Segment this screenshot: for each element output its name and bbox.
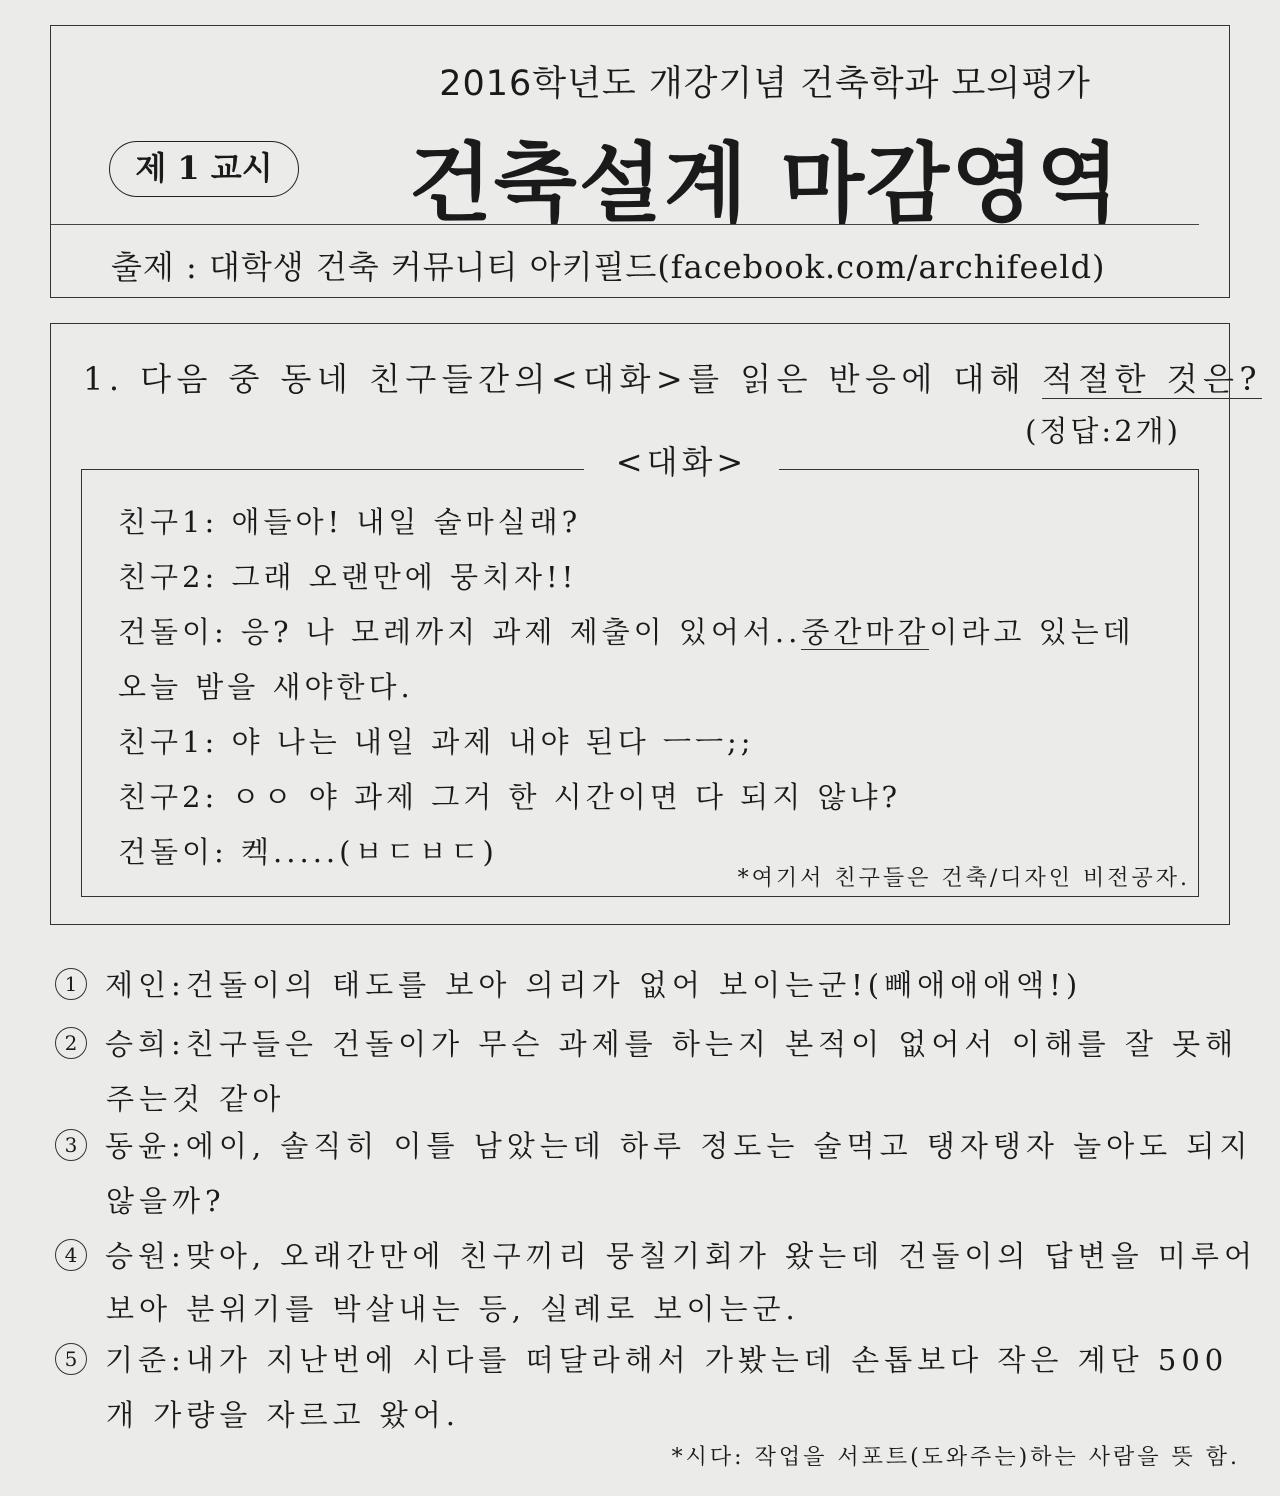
period-badge: 제 1 교시 (109, 141, 299, 197)
exam-title: 건축설계 마감영역 (408, 134, 1122, 234)
option-number: 4 (55, 1239, 87, 1271)
question-text (83, 354, 1262, 400)
option-1 (55, 963, 1082, 1004)
option-text: 기준:내가 지난번에 시다를 떠달라해서 가봤는데 손톱보다 작은 계단 500 (105, 1343, 1229, 1377)
option-4-continued: 보아 분위기를 박살내는 등, 실례로 보이는군. (106, 1292, 800, 1326)
option-text: 승희:친구들은 건돌이가 무슨 과제를 하는지 본적이 없어서 이해를 잘 못해 (105, 1027, 1239, 1061)
dialogue-line: 건돌이: 켁.....(ㅂㄷㅂㄷ) (118, 835, 498, 869)
exam-subtitle: 2016학년도 개강기념 건축학과 모의평가 (439, 64, 1091, 104)
dialogue-line: 친구2: ㅇㅇ 야 과제 그거 한 시간이면 다 되지 않냐? (118, 780, 902, 814)
dialogue-text: 이라고 있는데 (929, 615, 1135, 649)
question-box (50, 323, 1262, 925)
option-number: 3 (55, 1129, 87, 1161)
option-text: 승원:맞아, 오래간만에 친구끼리 뭉칠기회가 왔는데 건돌이의 답변을 미루어 (105, 1239, 1257, 1273)
option-number: 5 (55, 1343, 87, 1375)
option-3-continued: 않을까? (106, 1184, 226, 1218)
option-number: 1 (55, 968, 87, 1000)
option-2 (55, 1022, 1238, 1063)
option-2-continued: 주는것 같아 (106, 1082, 286, 1116)
dialogue-frame (81, 443, 1199, 897)
dialogue-underlined: 중간마감 (801, 615, 930, 649)
question-underlined: 적절한 것은? (1041, 360, 1262, 398)
option-5-continued: 개 가량을 자르고 왔어. (106, 1398, 460, 1432)
dialogue-line (118, 610, 1135, 651)
option-4 (55, 1234, 1257, 1275)
author-line: 출제 : 대학생 건축 커뮤니티 아키필드(facebook.com/archifeeld) (111, 248, 1106, 286)
answer-count: (정답:2개) (1025, 414, 1181, 448)
dialogue-line: 친구1: 애들아! 내일 술마실래? (118, 505, 582, 539)
dialogue-line: 오늘 밤을 새야한다. (118, 670, 414, 704)
option-text: 제인:건돌이의 태도를 보아 의리가 없어 보이는군!(빼애애애액!) (105, 968, 1083, 1002)
dialogue-title: <대화> (584, 437, 779, 483)
option-5 (55, 1338, 1228, 1379)
question-prompt: 1. 다음 중 동네 친구들간의<대화>를 읽은 반응에 대해 (83, 360, 1042, 398)
dialogue-line: 친구1: 야 나는 내일 과제 내야 된다 ㅡㅡ;; (118, 725, 755, 759)
exam-header (50, 25, 1230, 298)
dialogue-note: *여기서 친구들은 건축/디자인 비전공자. (737, 866, 1190, 891)
option-text: 동윤:에이, 솔직히 이틀 남았는데 하루 정도는 술먹고 탱자탱자 놀아도 되지 (105, 1129, 1253, 1163)
dialogue-line: 친구2: 그래 오랜만에 뭉치자!! (118, 560, 578, 594)
dialogue-text: 건돌이: 응? 나 모레까지 과제 제출이 있어서.. (118, 615, 802, 649)
option-number: 2 (55, 1027, 87, 1059)
footnote: *시다: 작업을 서포트(도와주는)하는 사람을 뜻 함. (671, 1445, 1240, 1470)
option-3 (55, 1124, 1252, 1165)
header-divider (51, 224, 1199, 225)
